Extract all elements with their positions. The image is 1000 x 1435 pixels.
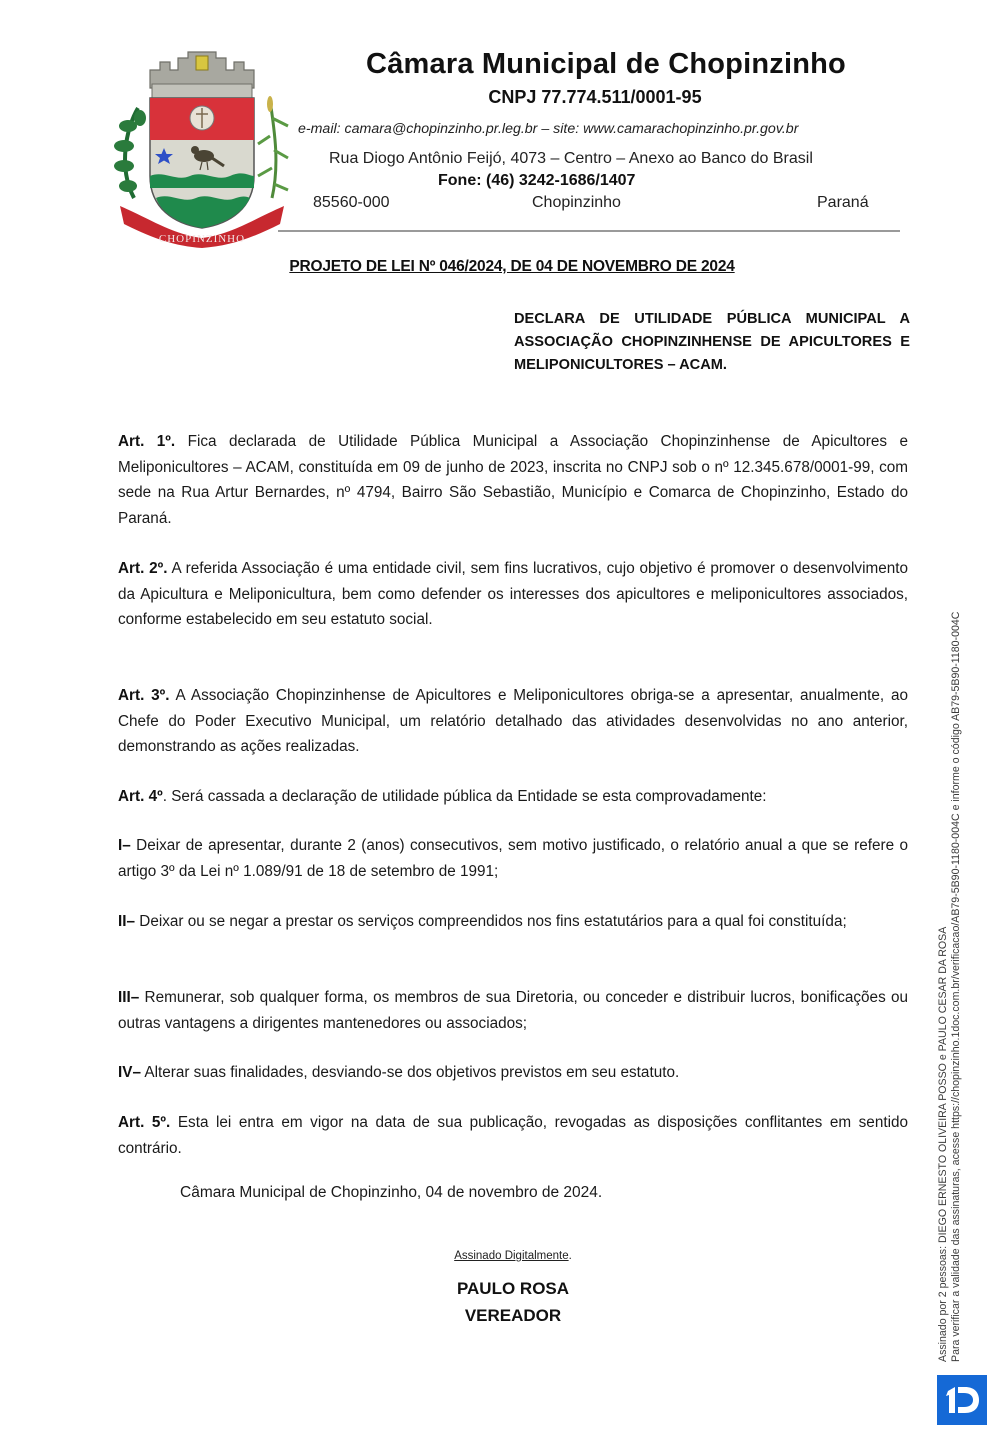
item-text: Deixar de apresentar, durante 2 (anos) consecutivos, sem motivo justificado, o relatório anual a que se refere o artigo 3º da Lei nº 1.089/91 de 18 de setembro de 1991; <box>118 837 908 880</box>
contact-email-site: e-mail: camara@chopinzinho.pr.leg.br – site: www.camarachopinzinho.pr.gov.br <box>298 121 799 137</box>
article-label: Art. 1º. <box>118 433 176 450</box>
item-i <box>118 833 908 884</box>
article-text: . Será cassada a declaração de utilidade pública da Entidade se esta comprovadamente: <box>162 788 767 805</box>
item-iv <box>118 1060 908 1086</box>
signers-line: Assinado por 2 pessoas: DIEGO ERNESTO OLIVEIRA POSSO e PAULO CESAR DA ROSA <box>937 926 949 1362</box>
institution-name: Câmara Municipal de Chopinzinho <box>366 48 846 80</box>
city-name: Chopinzinho <box>532 194 621 211</box>
item-text: Deixar ou se negar a prestar os serviços compreendidos nos fins estatutários para a qual foi constituída; <box>135 913 847 930</box>
municipal-coat-of-arms <box>112 48 292 248</box>
article-label: Art. 4º <box>118 788 163 805</box>
item-text: Alterar suas finalidades, desviando-se dos objetivos previstos em seu estatuto. <box>140 1064 680 1081</box>
item-label: III– <box>118 989 140 1006</box>
header-divider <box>278 230 900 232</box>
ribbon-caption: CHOPINZINHO <box>158 233 246 245</box>
state-name: Paraná <box>817 194 869 211</box>
postal-code: 85560-000 <box>313 194 390 211</box>
item-label: IV– <box>118 1064 141 1081</box>
article-2 <box>118 556 908 633</box>
article-text: Esta lei entra em vigor na data de sua publicação, revogadas as disposições conflitantes em sentido contrário. <box>118 1114 908 1157</box>
article-text: A referida Associação é uma entidade civil, sem fins lucrativos, cujo objetivo é promover o desenvolvimento da Apicultura e Meliponicultura, bem como defender os interesses dos apicultores e meliponicultores associados, conforme estabelecido em seu estatuto social. <box>118 560 908 628</box>
item-iii <box>118 985 908 1036</box>
digital-signature-note <box>300 1250 726 1262</box>
article-label: Art. 3º. <box>118 687 170 704</box>
item-ii <box>118 909 908 935</box>
corn-plant-icon <box>258 96 288 198</box>
article-1 <box>118 429 908 531</box>
item-label: I– <box>118 837 131 854</box>
article-label: Art. 2º. <box>118 560 168 577</box>
signer-name: PAULO ROSA <box>456 1279 570 1298</box>
institution-cnpj: CNPJ 77.774.511/0001-95 <box>488 87 702 107</box>
article-4 <box>118 784 908 810</box>
verification-link-line[interactable]: Para verificar a validade das assinaturas, acesse https://chopinzinho.1doc.com.br/verificacao/AB79-5B90-1180-004C e informe o código AB79-5B90-1180-004C <box>950 611 962 1362</box>
item-label: II– <box>118 913 136 930</box>
signed-label: Assinado Digitalmente <box>454 1250 569 1262</box>
mural-crown-icon <box>150 52 254 98</box>
article-text: A Associação Chopinzinhense de Apicultores e Meliponicultores obriga-se a apresentar, anualmente, ao Chefe do Poder Executivo Municipal, um relatório detalhado das atividades desenvolvidas no ano anterior, demonstrando as ações realizadas. <box>118 687 908 755</box>
article-label: Art. 5º. <box>118 1114 171 1131</box>
closing-place-date: Câmara Municipal de Chopinzinho, 04 de novembro de 2024. <box>180 1184 603 1201</box>
laurel-branch-icon <box>114 108 146 198</box>
signed-suffix: . <box>568 1250 572 1262</box>
article-3 <box>118 683 908 760</box>
signer-role: VEREADOR <box>464 1306 562 1325</box>
signature-verification-stamp <box>937 432 963 1362</box>
item-text: Remunerar, sob qualquer forma, os membros de sua Diretoria, ou conceder e distribuir lucros, bonificações ou outras vantagens a dirigentes mantenedores ou associados; <box>118 989 908 1032</box>
article-5 <box>118 1110 908 1161</box>
institution-address: Rua Diogo Antônio Feijó, 4073 – Centro – Anexo ao Banco do Brasil <box>329 150 813 167</box>
logo-text: 1D <box>961 1421 963 1422</box>
bill-title: PROJETO DE LEI Nº 046/2024, DE 04 DE NOVEMBRO DE 2024 <box>289 258 735 275</box>
institution-phone: Fone: (46) 3242-1686/1407 <box>438 172 636 189</box>
article-text: Fica declarada de Utilidade Pública Municipal a Associação Chopinzinhense de Apicultores e Meliponicultores – ACAM, constituída em 09 de junho de 2023, inscrita no CNPJ sob o nº 12.345.678/0001-99, com sede na Rua Artur Bernardes, nº 4794, Bairro São Sebastião, Município e Comarca de Chopinzinho, Estado do Paraná. <box>118 433 908 527</box>
1doc-logo-icon <box>937 1375 987 1425</box>
bill-summary: DECLARA DE UTILIDADE PÚBLICA MUNICIPAL A ASSOCIAÇÃO CHOPINZINHENSE DE APICULTORES E MELIPONICULTORES – ACAM. <box>514 311 910 373</box>
